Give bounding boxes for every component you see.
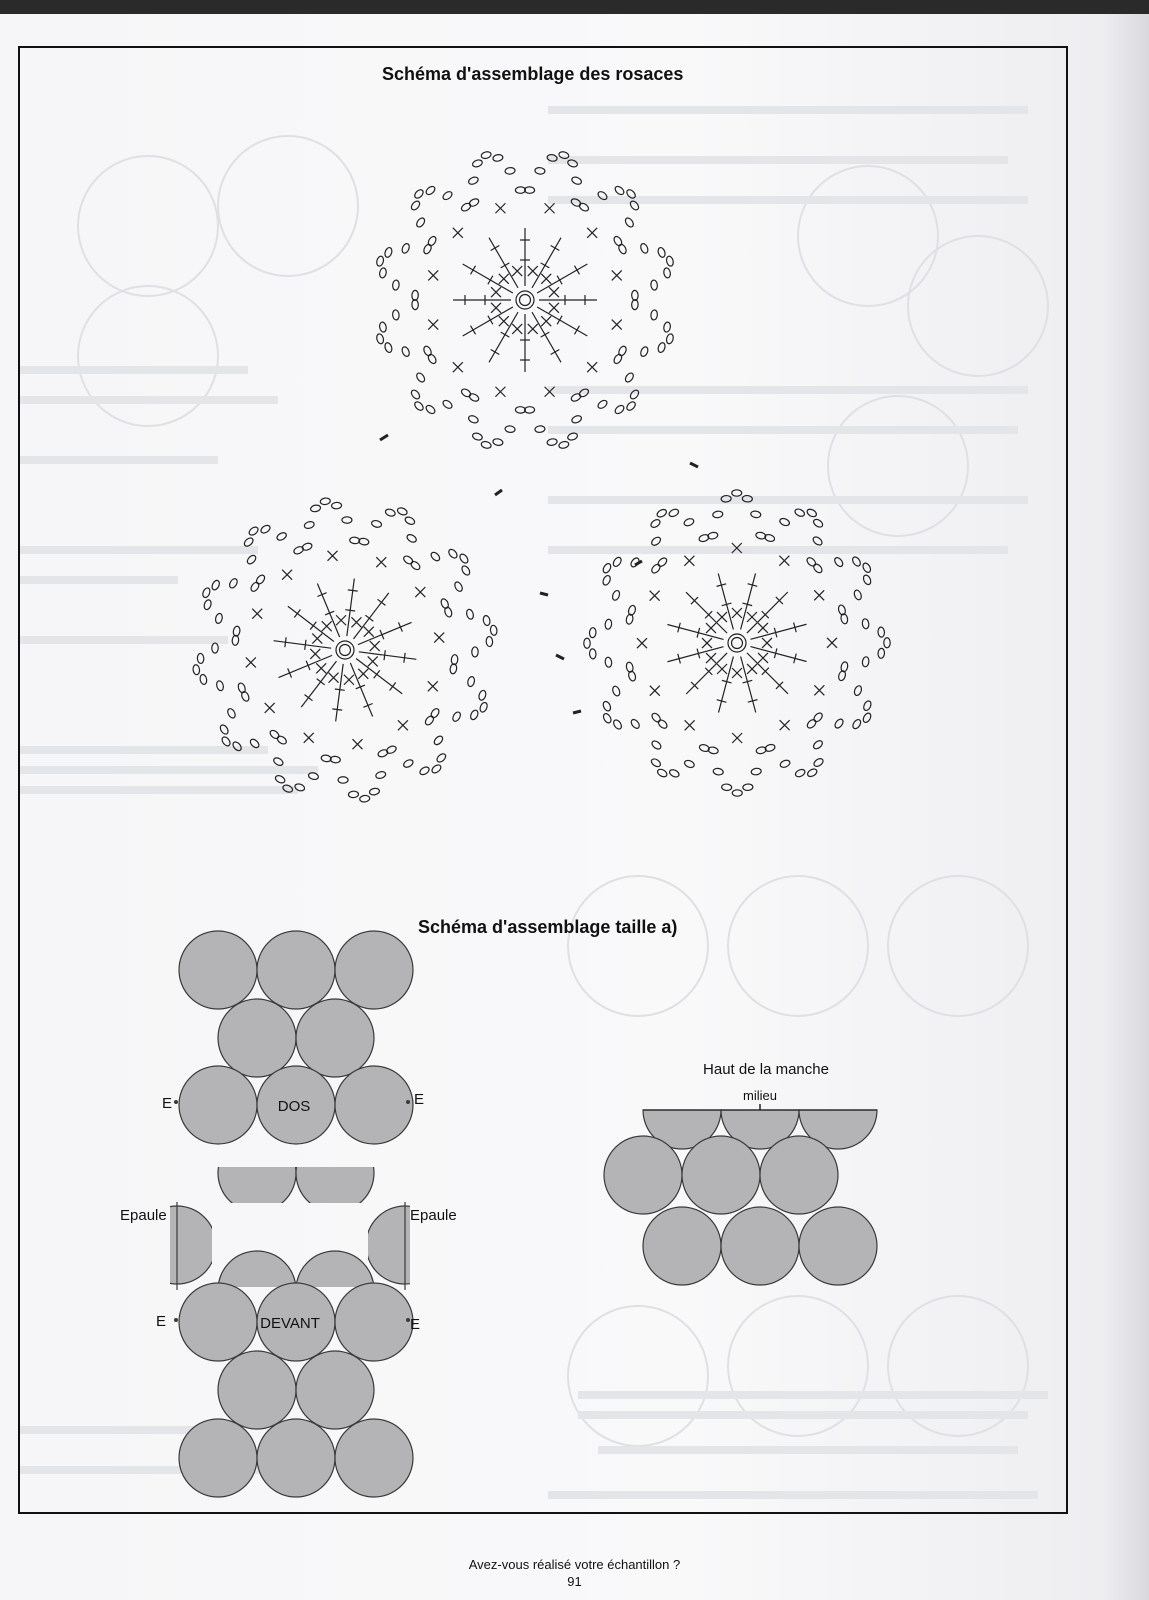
crochet-rosette — [584, 490, 890, 796]
edge-marker-back-left: E — [162, 1095, 173, 1112]
size-a-assembly-title: Schéma d'assemblage taille a) — [418, 917, 678, 937]
edge-point-front-left — [174, 1318, 178, 1322]
page-number: 91 — [567, 1574, 582, 1589]
rosettes-assembly-title: Schéma d'assemblage des rosaces — [382, 64, 684, 84]
crochet-rosette — [192, 497, 497, 802]
front-label: DEVANT — [260, 1315, 320, 1332]
footer-question: Avez-vous réalisé votre échantillon ? — [468, 1557, 681, 1572]
edge-marker-front-right: E — [410, 1316, 421, 1333]
back-panel — [179, 931, 413, 1212]
sleeve-panel — [604, 1110, 877, 1285]
sleeve-top-label: Haut de la manche — [703, 1061, 829, 1078]
body-assembly-diagram — [110, 930, 470, 1510]
sleeve-assembly-diagram — [600, 1060, 920, 1315]
shoulder-label-left: Epaule — [120, 1207, 167, 1224]
sleeve-middle-label: milieu — [743, 1088, 777, 1103]
shoulder-label-right: Epaule — [410, 1207, 457, 1224]
edge-point-back-left — [174, 1100, 178, 1104]
rosettes-crochet-chart — [140, 95, 940, 855]
edge-point-back-right — [406, 1100, 410, 1104]
back-label: DOS — [277, 1098, 311, 1115]
front-panel — [179, 1251, 413, 1497]
crochet-rosette — [376, 151, 675, 450]
edge-marker-back-right: E — [414, 1091, 425, 1108]
page-top-edge — [0, 0, 1149, 14]
rosette-joins — [380, 435, 698, 713]
edge-marker-front-left: E — [156, 1313, 167, 1330]
